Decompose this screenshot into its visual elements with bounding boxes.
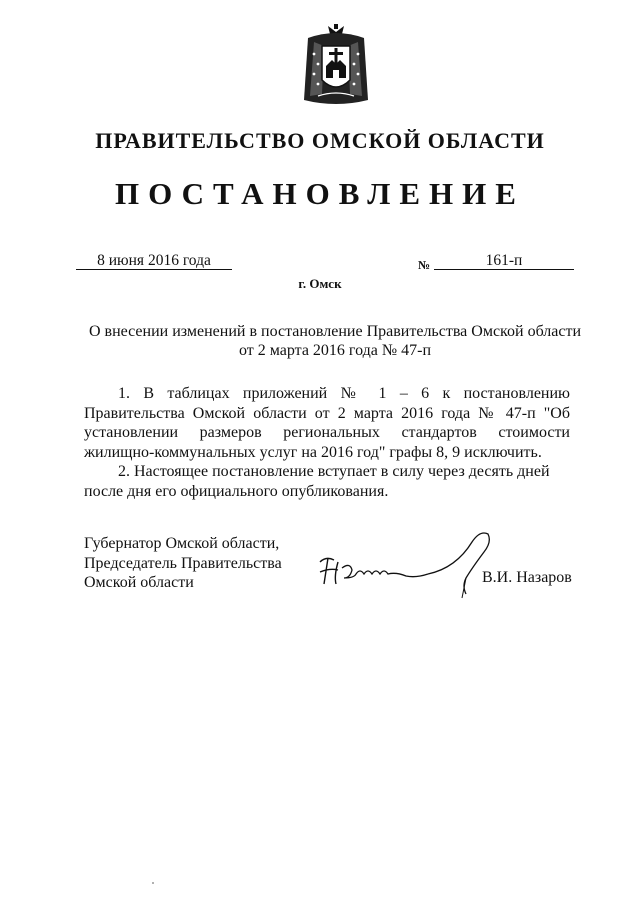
body-paragraph: 2. Настоящее постановление вступает в силу через десять дней после дня его официального опубликования. [84,463,550,500]
title-line: О внесении изменений в постановление Правительства Омской области [88,323,582,340]
document-body [84,384,570,501]
position-line: Омской области [84,574,194,591]
number-label: № [418,258,431,272]
city: г. Омск [298,276,342,291]
position-line: Председатель Правительства [84,554,282,572]
handwritten-signature-icon [316,528,491,600]
scan-dot [152,882,154,884]
body-paragraph: 1. В таблицах приложений № 1 – 6 к постановлению Правительства Омской области от 2 марта 2016 года № 47-п "Об установлении размеров региональных стандартов стоимости жилищно-коммунальных услуг на 2016 год" графы 8, 9 исключить. [84,385,570,461]
position-line: Губернатор Омской области, [84,535,280,552]
title-line: от 2 марта 2016 года № 47-п [238,342,432,359]
document-title [70,322,600,360]
document-number: 161-п [434,252,574,270]
signatory-position [84,534,282,593]
organization-heading: ПРАВИТЕЛЬСТВО ОМСКОЙ ОБЛАСТИ [95,128,545,153]
document-type-heading: ПОСТАНОВЛЕНИЕ [115,176,525,211]
coat-of-arms-icon [300,24,372,108]
signatory-name: В.И. Назаров [482,569,572,586]
document-date: 8 июня 2016 года [76,252,232,270]
